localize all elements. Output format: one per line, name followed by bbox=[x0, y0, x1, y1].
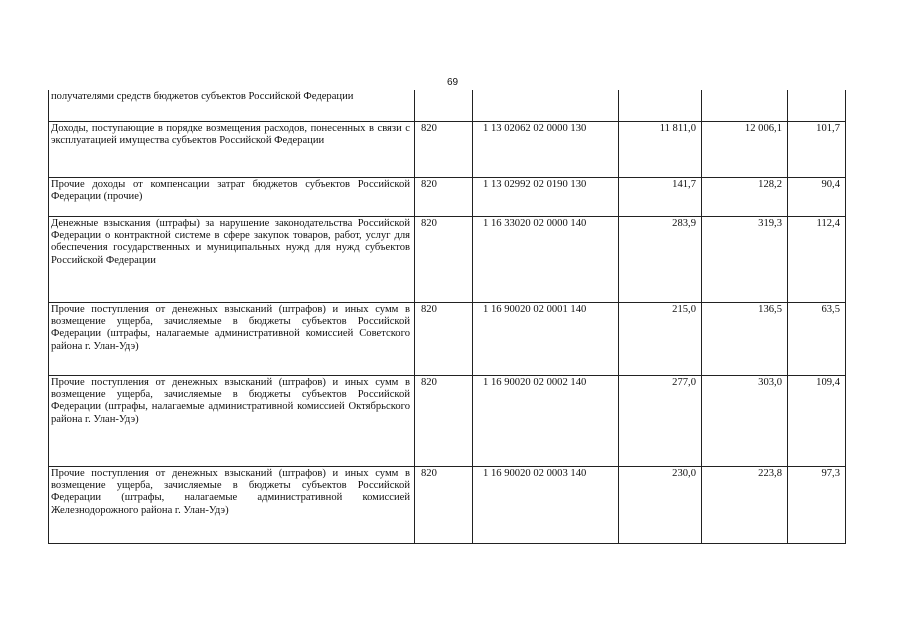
row-description: Денежные взыскания (штрафы) за нарушение законодательства Российской Федерации о контрактной системе в сфере закупок товаров, работ, услуг для обеспечения государственных и муниципальных нужд для нужд субъектов Российской Федерации bbox=[49, 216, 415, 302]
row-description: получателями средств бюджетов субъектов Российской Федерации bbox=[49, 90, 415, 121]
revenue-table bbox=[48, 90, 846, 544]
row-description: Прочие доходы от компенсации затрат бюджетов субъектов Российской Федерации (прочие) bbox=[49, 177, 415, 216]
row-planned-value: 215,0 bbox=[619, 302, 702, 375]
row-admin-code: 820 bbox=[415, 216, 473, 302]
row-budget-classification-code: 1 16 90020 02 0003 140 bbox=[473, 466, 619, 543]
row-budget-classification-code: 1 13 02992 02 0190 130 bbox=[473, 177, 619, 216]
row-actual-value: 136,5 bbox=[702, 302, 788, 375]
row-budget-classification-code: 1 16 90020 02 0002 140 bbox=[473, 375, 619, 466]
row-budget-classification-code bbox=[473, 90, 619, 121]
row-budget-classification-code: 1 16 33020 02 0000 140 bbox=[473, 216, 619, 302]
row-planned-value bbox=[619, 90, 702, 121]
row-execution-percent: 63,5 bbox=[788, 302, 846, 375]
table-row bbox=[49, 375, 846, 466]
row-admin-code: 820 bbox=[415, 466, 473, 543]
row-execution-percent: 90,4 bbox=[788, 177, 846, 216]
row-actual-value: 303,0 bbox=[702, 375, 788, 466]
row-budget-classification-code: 1 16 90020 02 0001 140 bbox=[473, 302, 619, 375]
row-actual-value: 319,3 bbox=[702, 216, 788, 302]
row-planned-value: 11 811,0 bbox=[619, 121, 702, 177]
row-execution-percent: 97,3 bbox=[788, 466, 846, 543]
row-planned-value: 277,0 bbox=[619, 375, 702, 466]
row-admin-code bbox=[415, 90, 473, 121]
row-actual-value: 12 006,1 bbox=[702, 121, 788, 177]
row-planned-value: 141,7 bbox=[619, 177, 702, 216]
row-planned-value: 283,9 bbox=[619, 216, 702, 302]
row-admin-code: 820 bbox=[415, 121, 473, 177]
row-actual-value: 223,8 bbox=[702, 466, 788, 543]
row-admin-code: 820 bbox=[415, 375, 473, 466]
table-row bbox=[49, 121, 846, 177]
row-actual-value: 128,2 bbox=[702, 177, 788, 216]
row-budget-classification-code: 1 13 02062 02 0000 130 bbox=[473, 121, 619, 177]
row-description: Доходы, поступающие в порядке возмещения расходов, понесенных в связи с эксплуатацией имущества субъектов Российской Федерации bbox=[49, 121, 415, 177]
table-row bbox=[49, 177, 846, 216]
row-execution-percent: 112,4 bbox=[788, 216, 846, 302]
row-planned-value: 230,0 bbox=[619, 466, 702, 543]
row-execution-percent: 101,7 bbox=[788, 121, 846, 177]
row-execution-percent: 109,4 bbox=[788, 375, 846, 466]
row-description: Прочие поступления от денежных взысканий (штрафов) и иных сумм в возмещение ущерба, зачисляемые в бюджеты субъектов Российской Федерации (штрафы, налагаемые административной комиссией Советского района г. Улан-Удэ) bbox=[49, 302, 415, 375]
row-admin-code: 820 bbox=[415, 177, 473, 216]
row-admin-code: 820 bbox=[415, 302, 473, 375]
row-description: Прочие поступления от денежных взысканий (штрафов) и иных сумм в возмещение ущерба, зачисляемые в бюджеты субъектов Российской Федерации (штрафы, налагаемые административной комиссией Железнодорожного района г. Улан-Удэ) bbox=[49, 466, 415, 543]
table-row bbox=[49, 216, 846, 302]
row-description: Прочие поступления от денежных взысканий (штрафов) и иных сумм в возмещение ущерба, зачисляемые в бюджеты субъектов Российской Федерации (штрафы, налагаемые административной комиссией Октябрьского района г. Улан-Удэ) bbox=[49, 375, 415, 466]
row-actual-value bbox=[702, 90, 788, 121]
table-row bbox=[49, 90, 846, 121]
row-execution-percent bbox=[788, 90, 846, 121]
table-row bbox=[49, 466, 846, 543]
page-number: 69 bbox=[446, 77, 459, 88]
table-row bbox=[49, 302, 846, 375]
